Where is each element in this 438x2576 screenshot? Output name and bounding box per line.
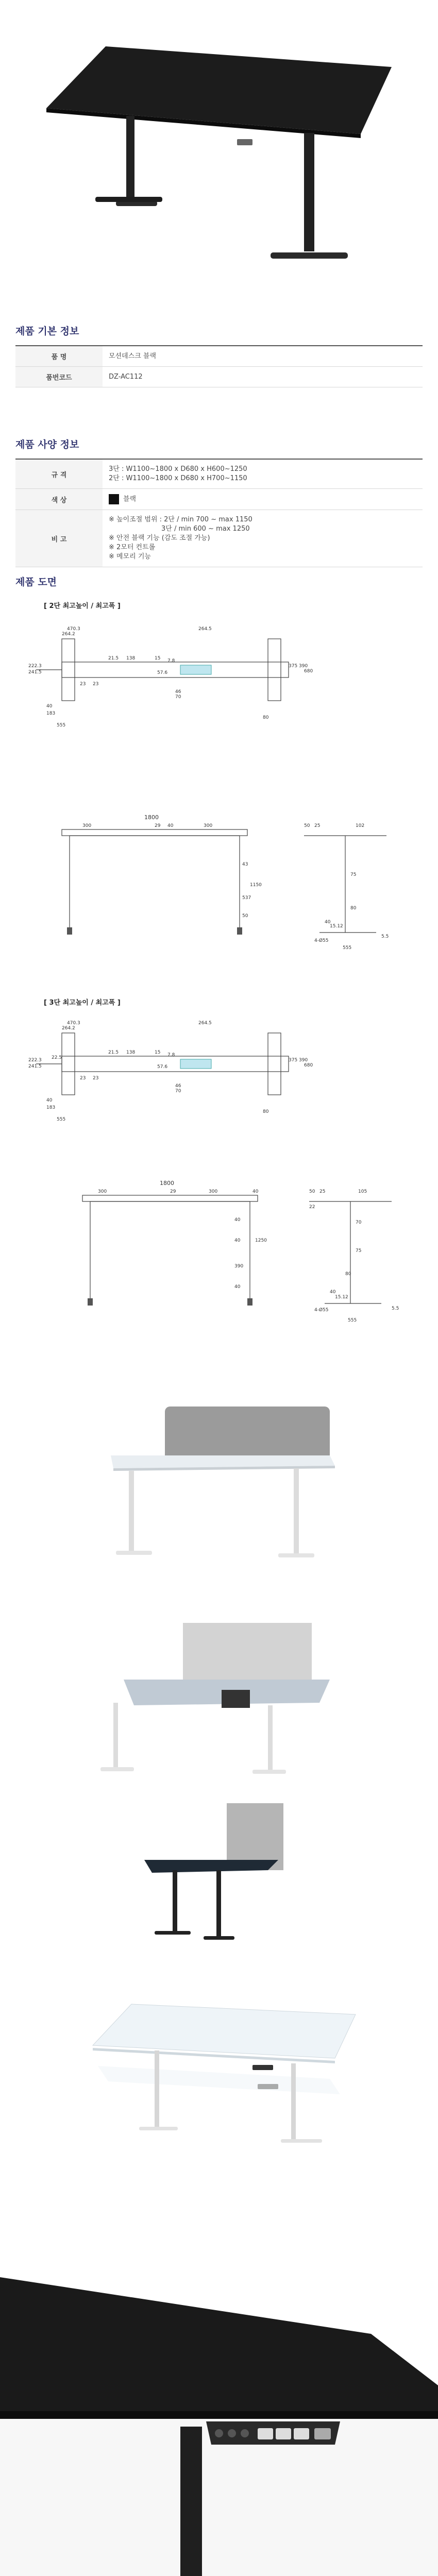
svg-text:390: 390: [299, 1058, 308, 1063]
svg-text:470.3: 470.3: [67, 626, 80, 632]
svg-text:80: 80: [263, 1109, 269, 1114]
svg-text:390: 390: [299, 664, 308, 669]
svg-text:264.2: 264.2: [62, 1026, 75, 1031]
control-panel-closeup-photo: [0, 2257, 438, 2576]
product-name-label: 품 명: [15, 346, 103, 367]
svg-text:80: 80: [263, 715, 269, 720]
svg-text:75: 75: [356, 1248, 362, 1253]
three-stage-top-drawing: [26, 1010, 313, 1133]
svg-text:21.5: 21.5: [108, 656, 119, 661]
svg-text:40: 40: [234, 1217, 241, 1223]
two-stage-top-drawing: [26, 616, 313, 739]
svg-text:70: 70: [356, 1220, 362, 1225]
svg-text:5.5: 5.5: [381, 934, 389, 939]
svg-text:40: 40: [46, 1098, 53, 1103]
svg-text:222.3: 222.3: [28, 664, 42, 669]
svg-text:70: 70: [175, 694, 181, 700]
svg-text:555: 555: [343, 945, 352, 951]
svg-text:1150: 1150: [250, 883, 262, 888]
svg-text:22.5: 22.5: [52, 1055, 62, 1060]
two-stage-front-drawing: [46, 809, 407, 958]
two-stage-title: [ 2단 최고높이 / 최고폭 ]: [44, 602, 121, 610]
partition-desk-angled-photo: [0, 1602, 438, 1783]
svg-text:21.5: 21.5: [108, 1050, 119, 1055]
svg-text:57.6: 57.6: [157, 1064, 168, 1070]
svg-text:29: 29: [170, 1189, 176, 1194]
black-frame-desk-photo: [0, 1788, 438, 1953]
svg-text:390: 390: [234, 1264, 244, 1269]
note-line: ※ 메모리 기능: [109, 553, 151, 561]
svg-text:40: 40: [234, 1284, 241, 1290]
svg-text:1800: 1800: [144, 814, 159, 821]
three-stage-front-drawing: [67, 1175, 417, 1329]
svg-text:40: 40: [330, 1290, 336, 1295]
svg-text:4-Ø55: 4-Ø55: [314, 1308, 329, 1313]
svg-text:102: 102: [356, 823, 365, 828]
note-line: ※ 높이조절 범위 : 2단 / min 700 ~ max 1150: [109, 516, 252, 523]
table-row: [15, 489, 423, 510]
three-stage-title: [ 3단 최고높이 / 최고폭 ]: [44, 999, 121, 1007]
svg-text:40: 40: [46, 704, 53, 709]
svg-text:40: 40: [252, 1189, 259, 1194]
svg-text:80: 80: [345, 1272, 351, 1277]
svg-text:40: 40: [234, 1238, 241, 1243]
svg-text:264.2: 264.2: [62, 632, 75, 637]
svg-text:4-Ø55: 4-Ø55: [314, 938, 329, 943]
svg-text:680: 680: [304, 1063, 313, 1068]
white-desk-height-photo: [0, 1973, 438, 2169]
note-label: 비 고: [15, 510, 103, 567]
svg-text:23: 23: [93, 1076, 99, 1081]
svg-text:555: 555: [57, 1117, 66, 1122]
size-value: [103, 459, 423, 489]
partition-desk-photo: [0, 1391, 438, 1592]
note-line: 3단 / min 600 ~ max 1250: [161, 525, 250, 533]
svg-text:22: 22: [309, 1205, 315, 1210]
svg-text:46: 46: [175, 1083, 181, 1089]
svg-text:15: 15: [155, 656, 161, 661]
color-label: 색 상: [15, 489, 103, 510]
color-swatch: [109, 494, 119, 504]
svg-text:80: 80: [350, 906, 357, 911]
size-line: 2단 : W1100~1800 x D680 x H700~1150: [109, 474, 247, 482]
table-row: [15, 346, 423, 367]
basic-info-title: 제품 기본 정보: [15, 326, 79, 337]
product-code-label: 품번코드: [15, 367, 103, 387]
svg-text:25: 25: [319, 1189, 326, 1194]
svg-text:241.5: 241.5: [28, 1064, 42, 1069]
hero-desk-photo: [0, 0, 438, 299]
svg-text:375: 375: [289, 1058, 298, 1063]
svg-text:138: 138: [126, 656, 136, 661]
svg-text:43: 43: [242, 862, 248, 867]
spec-info-table: [15, 459, 423, 567]
svg-text:300: 300: [82, 823, 92, 828]
svg-text:29: 29: [155, 823, 161, 828]
drawings-title: 제품 도면: [15, 577, 57, 588]
svg-text:183: 183: [46, 711, 56, 716]
size-line: 3단 : W1100~1800 x D680 x H600~1250: [109, 465, 247, 473]
svg-text:470.3: 470.3: [67, 1021, 80, 1026]
svg-text:23: 23: [80, 682, 86, 687]
svg-text:555: 555: [57, 723, 66, 728]
svg-text:70: 70: [175, 1089, 181, 1094]
svg-text:57.6: 57.6: [157, 670, 168, 675]
svg-text:40: 40: [325, 920, 331, 925]
svg-text:40: 40: [167, 823, 174, 828]
svg-text:15.12: 15.12: [335, 1295, 348, 1300]
svg-text:75: 75: [350, 872, 357, 877]
size-label: 규 격: [15, 459, 103, 489]
svg-text:15.12: 15.12: [330, 924, 343, 929]
spec-info-title: 제품 사양 정보: [15, 439, 79, 450]
svg-text:680: 680: [304, 669, 313, 674]
svg-text:138: 138: [126, 1050, 136, 1055]
svg-text:23: 23: [93, 682, 99, 687]
svg-text:105: 105: [358, 1189, 367, 1194]
svg-text:264.5: 264.5: [198, 626, 212, 632]
svg-text:50: 50: [242, 913, 248, 919]
svg-text:300: 300: [204, 823, 213, 828]
svg-text:1250: 1250: [255, 1238, 267, 1243]
product-name-value: 모션데스크 블랙: [103, 346, 423, 367]
svg-text:15: 15: [155, 1050, 161, 1055]
table-row: [15, 459, 423, 489]
table-row: [15, 510, 423, 567]
svg-text:25: 25: [314, 823, 321, 828]
svg-text:7.8: 7.8: [167, 658, 175, 664]
color-value: [103, 489, 423, 510]
svg-text:1800: 1800: [160, 1180, 174, 1187]
color-name: 블랙: [123, 495, 137, 503]
svg-text:537: 537: [242, 895, 251, 901]
svg-text:555: 555: [348, 1318, 357, 1323]
svg-text:50: 50: [304, 823, 310, 828]
product-code-value: DZ-AC112: [103, 367, 423, 387]
note-value: [103, 510, 423, 567]
svg-text:264.5: 264.5: [198, 1021, 212, 1026]
svg-text:23: 23: [80, 1076, 86, 1081]
svg-text:7.8: 7.8: [167, 1053, 175, 1058]
note-line: ※ 2모터 컨트롤: [109, 544, 156, 551]
svg-text:50: 50: [309, 1189, 315, 1194]
svg-text:183: 183: [46, 1105, 56, 1110]
svg-text:300: 300: [98, 1189, 107, 1194]
svg-text:300: 300: [209, 1189, 218, 1194]
basic-info-table: [15, 345, 423, 387]
svg-text:222.3: 222.3: [28, 1058, 42, 1063]
svg-text:375: 375: [289, 664, 298, 669]
table-row: [15, 367, 423, 387]
svg-text:46: 46: [175, 689, 181, 694]
svg-text:5.5: 5.5: [392, 1306, 399, 1311]
svg-text:241.5: 241.5: [28, 670, 42, 675]
note-line: ※ 안전 블랙 기능 (감도 조절 가능): [109, 534, 210, 542]
